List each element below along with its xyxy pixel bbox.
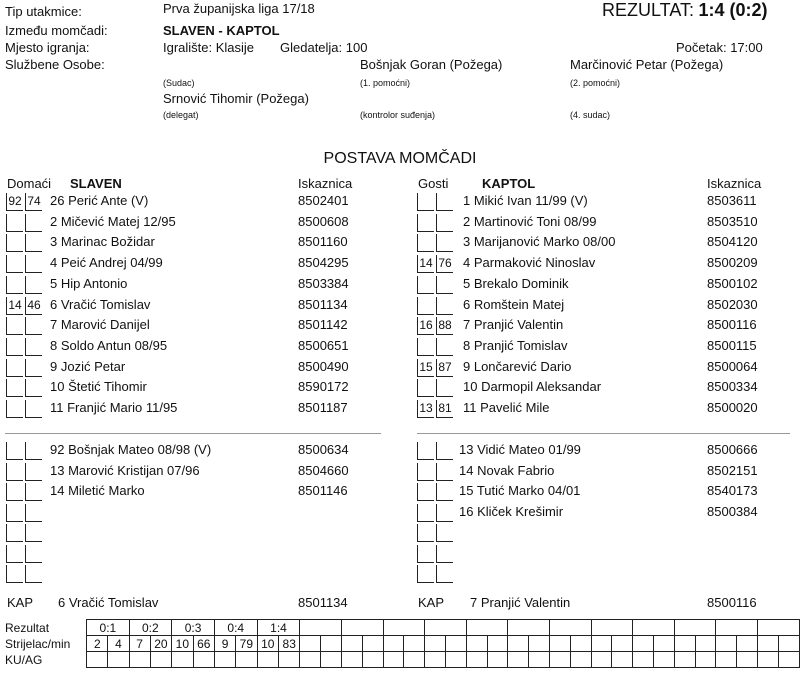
player-name: 8 Pranjić Tomislav [463,337,568,353]
sub-minute-box: 87 [436,359,453,377]
sub-minute-box [436,545,453,563]
player-id: 8500116 [707,317,757,333]
player-name: 26 Perić Ante (V) [50,193,149,208]
scorer-cell [653,636,674,652]
home-cap-label: KAP [7,595,34,610]
result-row-label: Rezultat [5,620,50,635]
scorer-cell [549,636,570,652]
sub-minute-box: 46 [25,297,42,315]
player-id: 8502151 [707,462,758,478]
sub-minute-box [436,565,453,583]
player-row [6,274,386,294]
player-id: 8500102 [707,275,758,291]
sub-in-box [6,255,23,273]
kuag-cell [695,652,716,668]
player-row [6,336,386,356]
player-name: 3 Marijanović Marko 08/00 [463,234,616,250]
scorer-cell [425,636,446,652]
home-cap-name: 6 Vračić Tomislav [58,595,159,610]
score-cell [591,620,633,636]
player-row [6,481,386,501]
scorer-cell [674,636,695,652]
official-role: (Sudac) [163,78,195,88]
sub-minute-box: 76 [436,255,453,273]
kuag-cell [342,652,363,668]
sub-minute-box [436,463,453,481]
sub-in-box [6,400,23,418]
scorer-cell: 10 [172,636,193,652]
sub-minute-box [25,214,42,232]
player-id: 8500334 [707,379,758,395]
scorer-row [2,636,800,652]
kuag-cell [300,652,321,668]
result-label: REZULTAT: [602,0,695,20]
official-name: Bošnjak Goran (Požega) [360,57,503,72]
sub-in-box [6,317,23,335]
scorer-cell [695,636,716,652]
result-heading [602,0,768,21]
player-name: 9 Lončarević Dario [463,358,572,374]
away-side-label: Gosti [418,176,449,191]
player-row [417,522,797,542]
sub-minute-box [25,504,42,522]
scorer-cell: 66 [193,636,214,652]
player-id: 8500064 [707,358,758,374]
sub-in-box [6,442,23,460]
kuag-cell [150,652,171,668]
player-id: 8503611 [707,193,757,208]
sub-minute-box [25,442,42,460]
sub-in-box [417,297,434,315]
sub-minute-box [436,504,453,522]
score-cell: 1:4 [257,620,300,636]
kuag-cell [633,652,654,668]
scorer-cell [508,636,529,652]
player-id: 8500384 [707,503,758,519]
sub-minute-box [25,565,42,583]
kuag-cell [257,652,278,668]
sub-minute-box [436,379,453,397]
sub-minute-box [25,524,42,542]
sub-in-box [417,524,434,542]
player-row [417,481,797,501]
sub-minute-box [436,524,453,542]
kuag-cell [778,652,799,668]
player-row [6,522,386,542]
sub-in-box [417,565,434,583]
score-cell [425,620,467,636]
player-id: 8503384 [298,275,349,291]
sub-minute-box [25,276,42,294]
player-name: 11 Franjić Mario 11/95 [50,400,178,415]
sub-minute-box [25,483,42,501]
scorer-cell [362,636,383,652]
player-id: 8500209 [707,255,758,271]
player-id: 8500651 [298,337,349,353]
result-row [2,620,800,636]
scorer-cell: 83 [278,636,299,652]
player-row [6,563,386,583]
kuag-cell [236,652,257,668]
kuag-cell [716,652,737,668]
player-name: 13 Marović Kristijan 07/96 [50,462,200,478]
player-id: 8501160 [298,234,348,250]
player-row [417,440,797,460]
player-id: 8500608 [298,213,349,229]
sub-in-box [417,214,434,232]
scorer-cell [612,636,633,652]
player-name: 7 Marović Danijel [50,317,150,333]
kuag-cell [487,652,508,668]
kuag-cell [674,652,695,668]
score-cell [674,620,716,636]
player-name: 14 Miletić Marko [50,483,145,498]
player-name: 4 Peić Andrej 04/99 [50,255,163,271]
player-name: 10 Štetić Tihomir [50,379,147,395]
player-name: 6 Romštein Matej [463,296,565,312]
sub-in-box [6,565,23,583]
sub-in-box [417,504,434,522]
kuag-cell [570,652,591,668]
player-name: 4 Parmaković Ninoslav [463,255,596,271]
kuag-cell [466,652,487,668]
sub-minute-box [25,379,42,397]
sub-in-box [417,338,434,356]
away-cap-name: 7 Pranjić Valentin [470,595,571,610]
sub-in-box [6,545,23,563]
player-id: 8504660 [298,462,349,478]
score-cell [508,620,550,636]
player-row [6,440,386,460]
sub-in-box [6,524,23,542]
player-name: 10 Darmopil Aleksandar [463,379,602,395]
sub-minute-box: 88 [436,317,453,335]
player-row [6,315,386,335]
player-name: 92 Bošnjak Mateo 08/98 (V) [50,442,212,457]
player-id: 8502401 [298,193,349,208]
sub-minute-box: 81 [436,400,453,418]
player-name: 8 Soldo Antun 08/95 [50,337,168,353]
score-cell [466,620,508,636]
sub-in-box [417,276,434,294]
score-cell [300,620,342,636]
sub-in-box: 13 [417,400,434,418]
sub-in-box [417,193,434,211]
sub-in-box: 14 [6,297,23,315]
player-name: 14 Novak Fabrio [459,462,555,478]
player-name: 2 Mičević Matej 12/95 [50,213,176,229]
player-row [417,295,797,315]
kuag-cell [129,652,150,668]
player-row [6,502,386,522]
player-name: 5 Hip Antonio [50,275,128,291]
kuag-cell [737,652,758,668]
player-name: 2 Martinović Toni 08/99 [463,213,597,229]
sub-minute-box [25,255,42,273]
player-id: 8504120 [707,234,758,250]
player-name: 13 Vidić Mateo 01/99 [459,442,581,457]
player-id: 8500115 [707,337,757,353]
player-id: 8500666 [707,442,758,457]
score-cell [383,620,425,636]
player-row [417,191,797,211]
sub-minute-box [25,338,42,356]
kuag-cell [508,652,529,668]
sub-minute-box [436,338,453,356]
sub-in-box [6,463,23,481]
scorer-cell: 20 [150,636,171,652]
start-time: Početak: 17:00 [676,40,763,55]
sub-in-box [417,545,434,563]
player-id: 8501142 [298,317,348,333]
score-cell: 0:1 [87,620,129,636]
scorer-cell [321,636,342,652]
scoring-table [2,619,800,668]
scorer-cell: 4 [108,636,129,652]
player-row [6,398,386,418]
score-cell [549,620,591,636]
sub-minute-box [436,297,453,315]
player-name: 11 Pavelić Mile [463,400,550,415]
player-row [6,461,386,481]
sub-in-box [6,214,23,232]
player-name: 5 Brekalo Dominik [463,275,569,291]
player-row [6,212,386,232]
sub-minute-box: 74 [25,193,42,211]
score-cell [716,620,758,636]
player-id: 8501187 [298,400,348,415]
scorer-cell [300,636,321,652]
kuag-cell [653,652,674,668]
kuag-row-label: KU/AG [5,652,43,667]
sub-in-box [6,504,23,522]
scorer-cell [529,636,550,652]
sub-minute-box [25,545,42,563]
kuag-row [2,652,800,668]
sub-minute-box [25,317,42,335]
kuag-cell [404,652,425,668]
scorer-cell [466,636,487,652]
away-cap-id: 8500116 [707,595,757,610]
match-type-label: Tip utakmice: [5,4,82,19]
kuag-cell [383,652,404,668]
player-row [417,377,797,397]
player-id: 8504295 [298,255,349,271]
kuag-cell [87,652,108,668]
scorer-row-label: Strijelac/min [5,636,71,651]
home-cap-id: 8501134 [298,595,348,610]
player-name: 3 Marinac Božidar [50,234,155,250]
kuag-cell [612,652,633,668]
official-role: (1. pomoćni) [360,78,411,88]
player-id: 8501146 [298,483,348,498]
lineup-title: POSTAVA MOMČADI [323,150,477,167]
scorer-cell [757,636,778,652]
sub-in-box [417,483,434,501]
kuag-cell [591,652,612,668]
player-name: 7 Pranjić Valentin [463,317,564,333]
sub-in-box [6,276,23,294]
player-id: 8502030 [707,296,758,312]
scorer-cell: 7 [129,636,150,652]
sub-minute-box [436,483,453,501]
between-value: SLAVEN - KAPTOL [163,23,280,38]
player-name: 9 Jozić Petar [50,358,126,374]
sub-in-box [6,359,23,377]
scorer-cell [716,636,737,652]
scorer-cell [570,636,591,652]
scorer-cell: 79 [236,636,257,652]
player-row [417,315,797,335]
player-name: 1 Mikić Ivan 11/99 (V) [463,193,588,208]
kuag-cell [108,652,129,668]
divider [5,433,381,434]
sub-minute-box [25,400,42,418]
sub-in-box [417,442,434,460]
result-value: 1:4 (0:2) [698,0,768,20]
player-id: 8500490 [298,358,349,374]
score-cell: 0:3 [172,620,215,636]
sub-minute-box [436,234,453,252]
sub-in-box: 16 [417,317,434,335]
player-row [417,253,797,273]
match-type-value: Prva županijska liga 17/18 [163,1,315,16]
scorer-cell [404,636,425,652]
scorer-cell [778,636,799,652]
kuag-cell [193,652,214,668]
sub-in-box [417,463,434,481]
player-row [6,191,386,211]
player-row [417,398,797,418]
player-row [417,563,797,583]
sub-in-box [6,234,23,252]
scorer-cell: 10 [257,636,278,652]
player-row [6,377,386,397]
official-name: Marčinović Petar (Požega) [570,57,724,72]
player-row [417,543,797,563]
sub-minute-box [436,193,453,211]
player-row [417,461,797,481]
sub-minute-box [436,214,453,232]
home-side-label: Domaći [7,176,52,191]
kuag-cell [529,652,550,668]
player-row [6,357,386,377]
player-row [417,212,797,232]
player-name: 6 Vračić Tomislav [50,296,151,312]
score-cell [757,620,799,636]
divider [417,433,790,434]
player-id: 8540173 [707,483,758,498]
player-row [6,253,386,273]
kuag-cell [446,652,467,668]
away-id-header: Iskaznica [707,176,762,191]
scorer-cell [737,636,758,652]
official-role: (2. pomoćni) [570,78,621,88]
home-id-header: Iskaznica [298,176,353,191]
away-team-name: KAPTOL [482,176,536,191]
sub-in-box: 15 [417,359,434,377]
home-team-name: SLAVEN [70,176,122,191]
scorer-cell [383,636,404,652]
player-row [6,232,386,252]
scorer-cell: 2 [87,636,108,652]
player-row [417,357,797,377]
player-row [417,274,797,294]
player-row [6,295,386,315]
kuag-cell [172,652,193,668]
player-row [417,336,797,356]
score-cell [633,620,675,636]
player-id: 8501134 [298,296,348,312]
kuag-cell [425,652,446,668]
sub-in-box [6,379,23,397]
scorer-cell: 9 [214,636,235,652]
spectators: Gledatelja: 100 [280,40,368,55]
venue-label: Mjesto igranja: [5,40,90,55]
scorer-cell [633,636,654,652]
scorer-cell [446,636,467,652]
player-id: 8503510 [707,213,758,229]
away-cap-label: KAP [418,595,445,610]
sub-minute-box [25,359,42,377]
officials-label: Službene Osobe: [5,57,105,72]
sub-in-box [417,379,434,397]
player-row [417,502,797,522]
kuag-cell [214,652,235,668]
official-role: (kontrolor suđenja) [360,110,436,120]
player-id: 8500020 [707,400,758,415]
sub-in-box: 14 [417,255,434,273]
sub-minute-box [436,276,453,294]
sub-minute-box [436,442,453,460]
sub-in-box [6,338,23,356]
venue-value: Igralište: Klasije [163,40,255,55]
player-row [6,543,386,563]
player-row [417,232,797,252]
player-name: 15 Tutić Marko 04/01 [459,483,581,498]
player-name: 16 Kliček Krešimir [459,503,564,519]
player-id: 8590172 [298,379,349,395]
official-name: Srnović Tihomir (Požega) [163,91,309,106]
kuag-cell [362,652,383,668]
score-cell: 0:2 [129,620,172,636]
sub-in-box: 92 [6,193,23,211]
sub-in-box [6,483,23,501]
kuag-cell [321,652,342,668]
official-role: (delegat) [163,110,199,120]
scorer-cell [487,636,508,652]
score-cell: 0:4 [214,620,257,636]
scorer-cell [342,636,363,652]
player-id: 8500634 [298,442,349,457]
kuag-cell [757,652,778,668]
sub-minute-box [25,463,42,481]
sub-minute-box [25,234,42,252]
between-label: Između momčadi: [5,23,108,38]
sub-in-box [417,234,434,252]
kuag-cell [278,652,299,668]
official-role: (4. sudac) [570,110,611,120]
scorer-cell [591,636,612,652]
kuag-cell [549,652,570,668]
score-cell [342,620,384,636]
